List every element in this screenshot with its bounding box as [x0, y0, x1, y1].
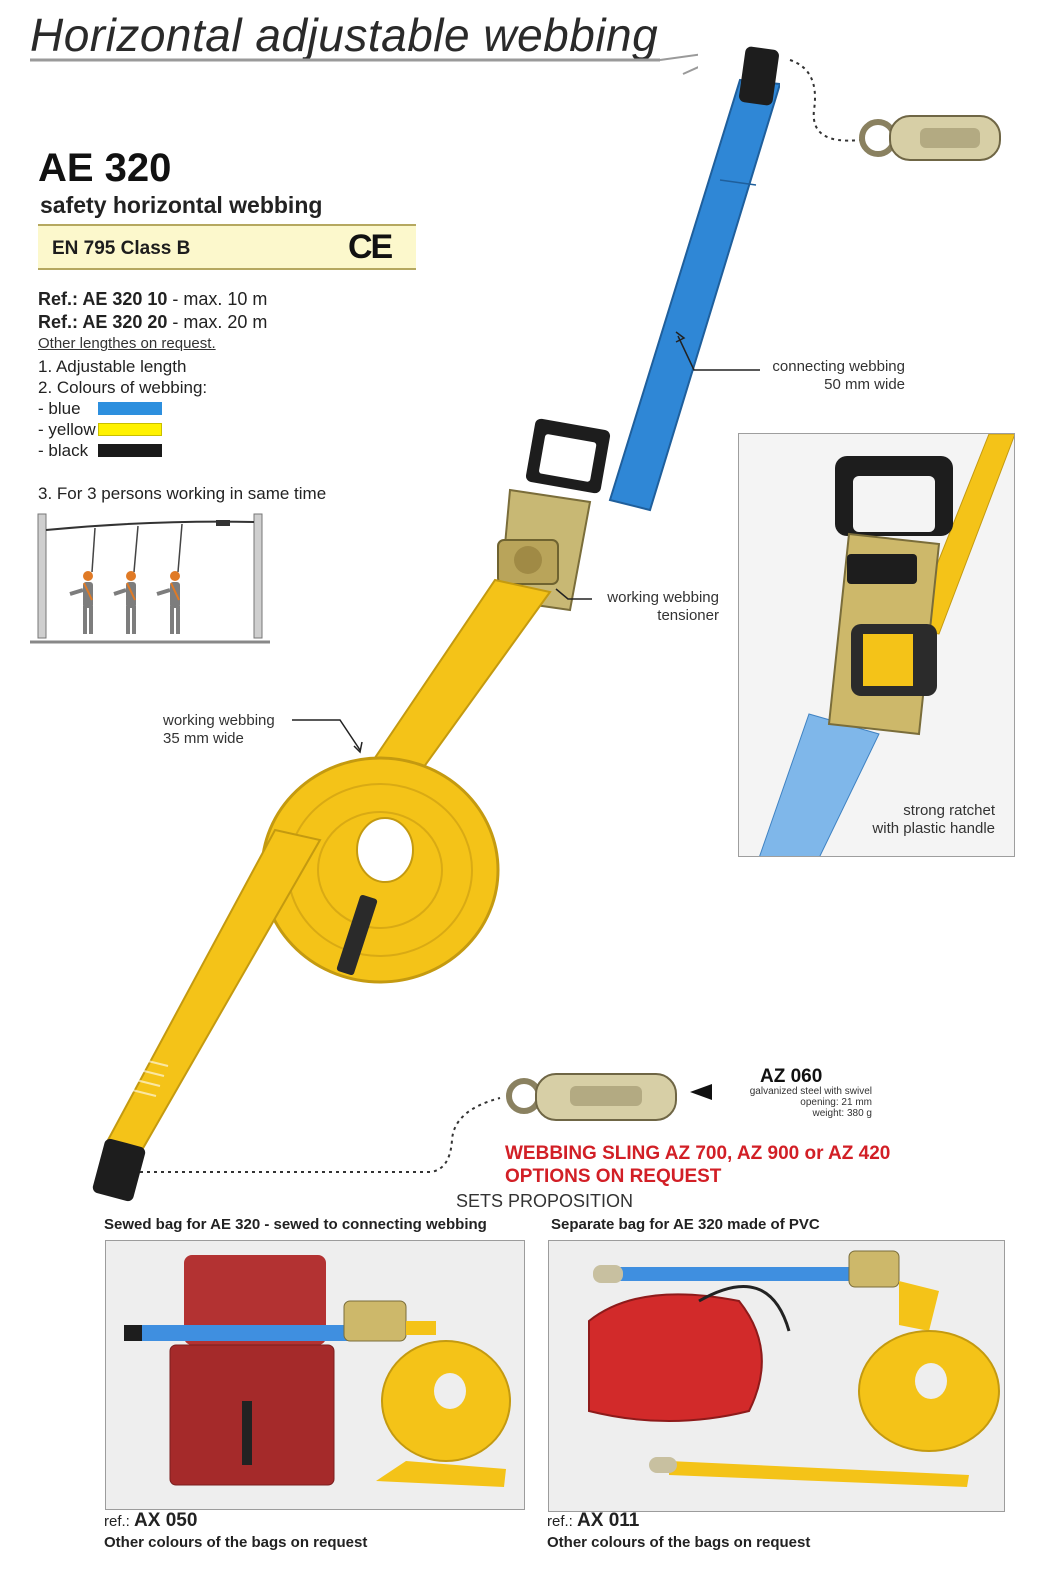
product-subtitle: safety horizontal webbing: [40, 192, 323, 218]
colour-blue-label: - blue: [38, 399, 81, 418]
sewed-bag-image: [106, 1241, 525, 1510]
product-model: AE 320: [38, 146, 172, 190]
az060-model: AZ 060: [760, 1066, 823, 1087]
connecting-callout: connecting webbing 50 mm wide: [772, 358, 905, 393]
options-notice: WEBBING SLING AZ 700, AZ 900 or AZ 420 OPTIONS ON REQUEST: [505, 1143, 891, 1187]
left-set-caption: Sewed bag for AE 320 - sewed to connecting webbing: [104, 1216, 487, 1233]
feature-2: 2. Colours of webbing:: [38, 378, 208, 397]
ratchet-callout: strong ratchet with plastic handle: [872, 802, 995, 837]
ratchet-image: [498, 418, 611, 610]
feature-3: 3. For 3 persons working in same time: [38, 484, 327, 503]
right-set-ref: ref.: AX 011: [547, 1510, 640, 1531]
working-webbing-callout: working webbing 35 mm wide: [163, 712, 275, 747]
webbing-product-image: [80, 40, 780, 1210]
ratchet-closeup-image: [739, 434, 1015, 857]
pvc-bag-image: [549, 1241, 1005, 1512]
page-title: Horizontal adjustable webbing: [30, 9, 659, 61]
ref-line-10: Ref.: AE 320 10 - max. 10 m: [38, 289, 268, 309]
ref-line-20: Ref.: AE 320 20 - max. 20 m: [38, 312, 268, 332]
right-set-caption: Separate bag for AE 320 made of PVC: [551, 1216, 820, 1233]
top-hook-image: [780, 50, 1040, 180]
az060-pointer-icon: [690, 1084, 714, 1100]
sets-heading: SETS PROPOSITION: [456, 1191, 634, 1211]
ratchet-inset-photo: [738, 433, 1015, 857]
other-lengths-note: Other lengthes on request.: [38, 335, 216, 352]
left-set-note: Other colours of the bags on request: [104, 1534, 368, 1551]
tensioner-callout: working webbing tensioner: [607, 589, 719, 624]
az060-specs: galvanized steel with swivel opening: 21 mm weight: 380 g: [749, 1086, 872, 1119]
colour-yellow-label: - yellow: [38, 420, 96, 439]
ce-mark: CE: [348, 228, 392, 266]
left-set-photo: [105, 1240, 525, 1510]
norm-label: EN 795 Class B: [52, 238, 191, 259]
feature-1: 1. Adjustable length: [38, 357, 187, 376]
working-leader: [290, 712, 370, 757]
left-set-ref: ref.: AX 050: [104, 1510, 198, 1531]
right-set-photo: [548, 1240, 1005, 1512]
right-set-note: Other colours of the bags on request: [547, 1534, 811, 1551]
colour-black-label: - black: [38, 441, 89, 460]
